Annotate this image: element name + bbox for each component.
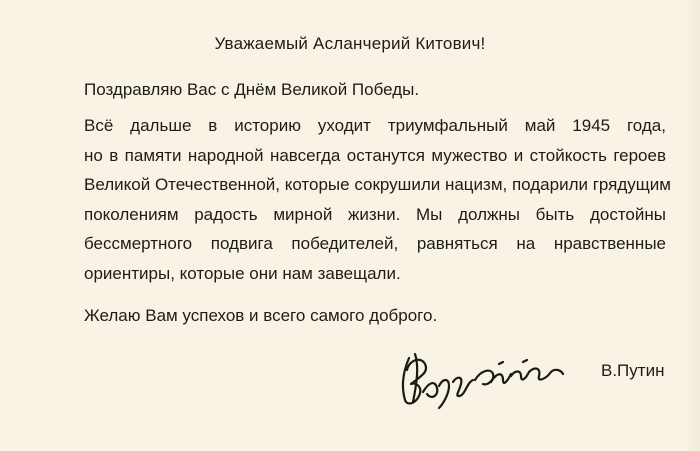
- paragraph-main-line: ориентиры, которые они нам завещали.: [84, 263, 401, 283]
- paragraph-main-line: Великой Отечественной, которые сокрушили нацизм, подарили грядущим: [84, 175, 671, 194]
- paragraph-main-line: но в памяти народной навсегда останутся мужество и стойкость героев: [84, 145, 666, 165]
- paragraph-congratulation: Поздравляю Вас с Днём Великой Победы.: [84, 80, 420, 99]
- signature-icon: [395, 342, 585, 412]
- paragraph-main: [84, 111, 671, 288]
- paragraph-main-line: поколениям радость мирной жизни. Мы должны быть достойны: [84, 204, 666, 224]
- greeting: Уважаемый Асланчерий Китович!: [214, 34, 486, 53]
- paragraph-wishes: Желаю Вам успехов и всего самого доброго.: [84, 306, 438, 325]
- paragraph-main-line: бессмертного подвига победителей, равняться на нравственные: [84, 234, 666, 253]
- paragraph-main-line: Всё дальше в историю уходит триумфальный май 1945 года,: [84, 116, 666, 135]
- signer-name: В.Путин: [601, 361, 665, 380]
